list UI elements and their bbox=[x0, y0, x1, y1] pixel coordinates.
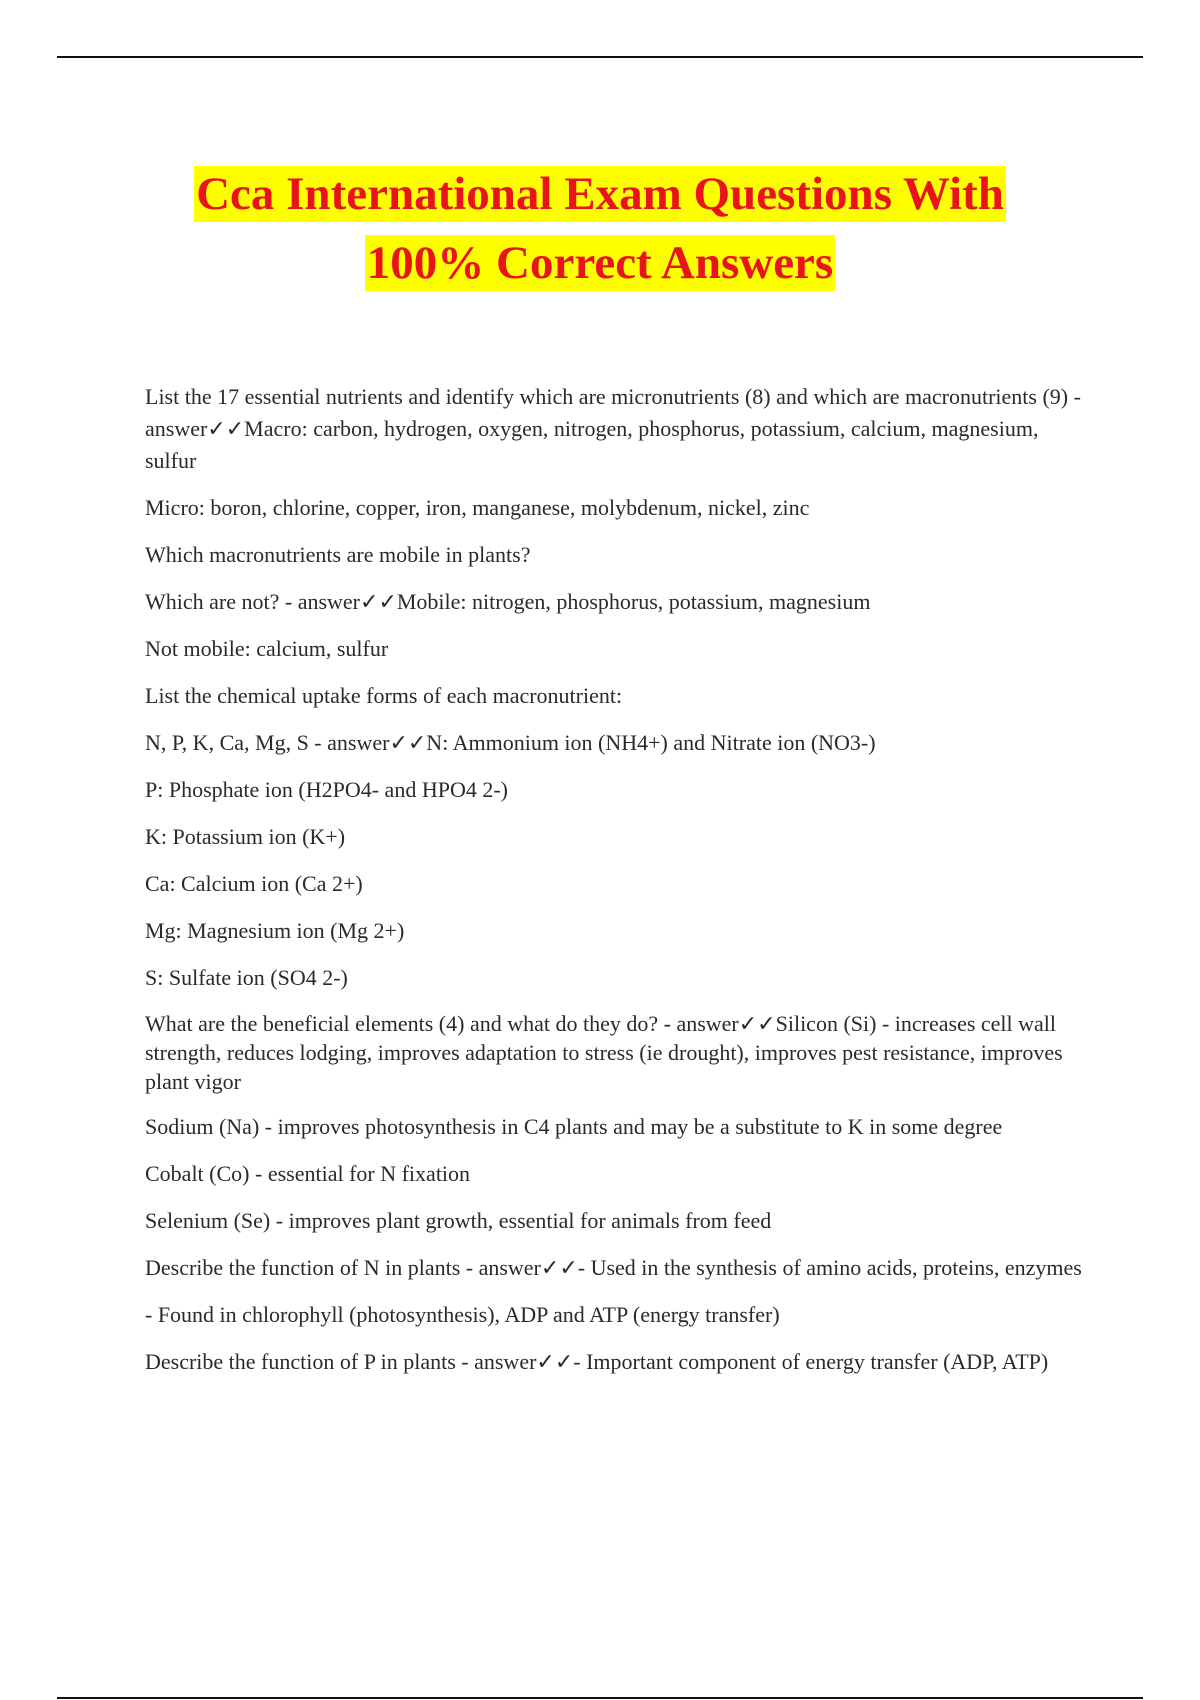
paragraph-uptake-ca: Ca: Calcium ion (Ca 2+) bbox=[145, 871, 363, 896]
paragraph-function-n: Describe the function of N in plants - answer✓✓- Used in the synthesis of amino acids, proteins, enzymes bbox=[145, 1255, 1082, 1280]
paragraph-selenium: Selenium (Se) - improves plant growth, essential for animals from feed bbox=[145, 1208, 772, 1233]
paragraph-uptake-mg: Mg: Magnesium ion (Mg 2+) bbox=[145, 918, 405, 943]
paragraph-cobalt: Cobalt (Co) - essential for N fixation bbox=[145, 1161, 471, 1186]
paragraph-uptake-s: S: Sulfate ion (SO4 2-) bbox=[145, 965, 348, 990]
paragraph-function-n-continued: - Found in chlorophyll (photosynthesis), ADP and ATP (energy transfer) bbox=[145, 1302, 780, 1327]
title-line-1 bbox=[0, 166, 1200, 235]
paragraph-beneficial-elements: What are the beneficial elements (4) and what do they do? - answer✓✓Silicon (Si) - increases cell wall strength, reduces lodging, improves adaptation to stress (ie drought), improves pest resistance, improves plant vigor bbox=[145, 1011, 1063, 1094]
paragraph-micronutrients: Micro: boron, chlorine, copper, iron, manganese, molybdenum, nickel, zinc bbox=[145, 495, 810, 520]
paragraph-mobile-answer: Which are not? - answer✓✓Mobile: nitrogen, phosphorus, potassium, magnesium bbox=[145, 589, 871, 614]
paragraph-not-mobile: Not mobile: calcium, sulfur bbox=[145, 636, 389, 661]
paragraph-function-p: Describe the function of P in plants - answer✓✓- Important component of energy transfer (ADP, ATP) bbox=[145, 1349, 1049, 1374]
document-title bbox=[0, 166, 1200, 304]
paragraph-essential-nutrients: List the 17 essential nutrients and identify which are micronutrients (8) and which are macronutrients (9) - answer✓✓Macro: carbon, hydrogen, oxygen, nitrogen, phosphorus, potassium, calcium, magnesium, sulfur bbox=[145, 384, 1081, 473]
paragraph-uptake-question: List the chemical uptake forms of each macronutrient: bbox=[145, 683, 623, 708]
paragraph-sodium: Sodium (Na) - improves photosynthesis in C4 plants and may be a substitute to K in some degree bbox=[145, 1114, 1003, 1139]
top-rule bbox=[57, 56, 1143, 58]
document-body bbox=[145, 381, 1095, 1393]
paragraph-uptake-k: K: Potassium ion (K+) bbox=[145, 824, 346, 849]
title-line-2 bbox=[0, 235, 1200, 304]
title-text-2: 100% Correct Answers bbox=[366, 237, 834, 289]
paragraph-uptake-p: P: Phosphate ion (H2PO4- and HPO4 2-) bbox=[145, 777, 508, 802]
bottom-rule bbox=[57, 1697, 1143, 1699]
title-text-1: Cca International Exam Questions With bbox=[196, 168, 1004, 220]
paragraph-mobile-question: Which macronutrients are mobile in plants? bbox=[145, 542, 531, 567]
paragraph-uptake-n: N, P, K, Ca, Mg, S - answer✓✓N: Ammonium ion (NH4+) and Nitrate ion (NO3-) bbox=[145, 730, 876, 755]
